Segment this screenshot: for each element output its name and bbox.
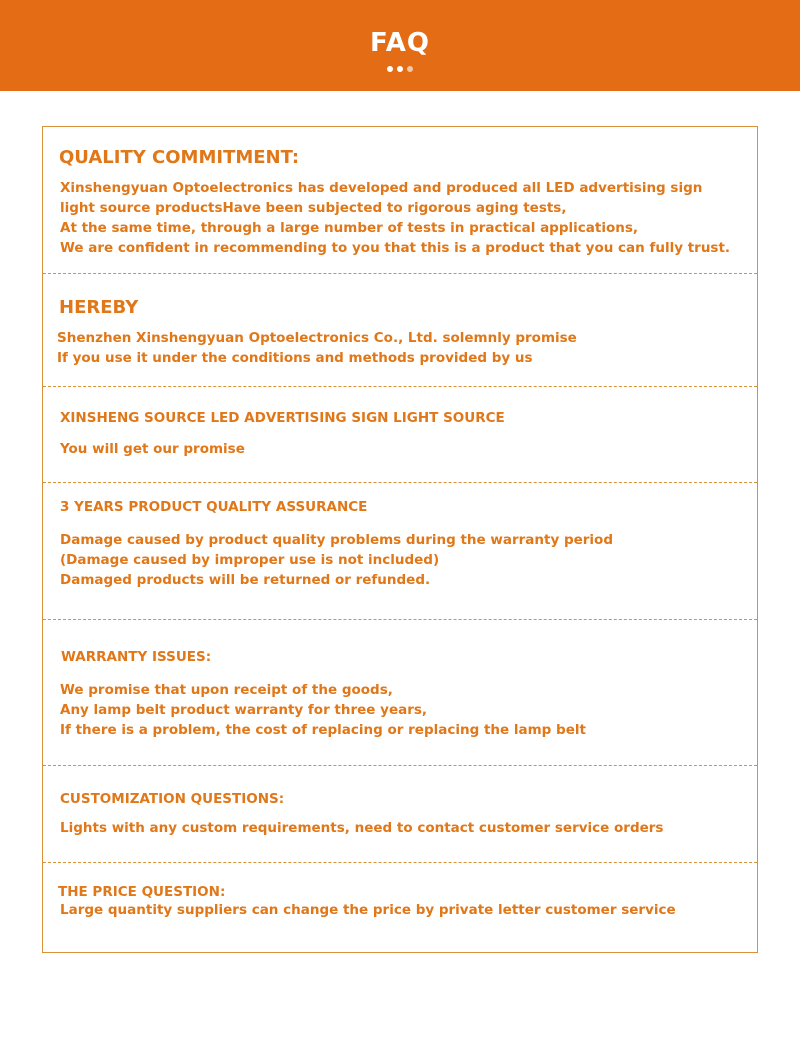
section-divider: [43, 386, 757, 387]
section-heading-quality-commitment: QUALITY COMMITMENT:: [59, 147, 300, 168]
title-dots-decoration: [0, 66, 800, 72]
section-body-hereby: [57, 328, 577, 368]
dot-icon: [397, 66, 403, 72]
section-body-led-light-source: [60, 439, 245, 459]
section-body-price-question: [60, 900, 676, 920]
body-line: light source productsHave been subjected to rigorous aging tests,: [60, 200, 567, 216]
section-body-warranty-issues: [60, 680, 586, 740]
body-line: You will get our promise: [60, 441, 245, 457]
body-line: (Damage caused by improper use is not included): [60, 552, 440, 568]
section-heading-price-question: THE PRICE QUESTION:: [58, 884, 226, 900]
section-divider: [43, 482, 757, 483]
body-line: At the same time, through a large number of tests in practical applications,: [60, 220, 639, 236]
section-body-quality-assurance: [60, 530, 613, 590]
section-divider: [43, 273, 757, 274]
section-heading-quality-assurance: 3 YEARS PRODUCT QUALITY ASSURANCE: [60, 499, 368, 515]
body-line: Large quantity suppliers can change the price by private letter customer service: [60, 902, 676, 918]
faq-header-banner: [0, 0, 800, 91]
section-heading-warranty-issues: WARRANTY ISSUES:: [61, 649, 212, 665]
body-line: We are confident in recommending to you that this is a product that you can fully trust.: [60, 240, 731, 256]
body-line: We promise that upon receipt of the goods,: [60, 682, 393, 698]
dot-icon: [387, 66, 393, 72]
body-line: Damaged products will be returned or refunded.: [60, 572, 431, 588]
section-heading-hereby: HEREBY: [59, 297, 139, 318]
section-divider: [43, 619, 757, 620]
body-line: Lights with any custom requirements, need to contact customer service orders: [60, 820, 664, 836]
section-divider: [43, 862, 757, 863]
body-line: Xinshengyuan Optoelectronics has developed and produced all LED advertising sign: [60, 180, 703, 196]
dot-icon: [407, 66, 413, 72]
section-heading-led-light-source: XINSHENG SOURCE LED ADVERTISING SIGN LIGHT SOURCE: [60, 410, 505, 426]
body-line: If there is a problem, the cost of replacing or replacing the lamp belt: [60, 722, 586, 738]
body-line: Damage caused by product quality problems during the warranty period: [60, 532, 613, 548]
faq-box: [42, 126, 758, 953]
section-body-customization: [60, 818, 663, 838]
section-heading-customization: CUSTOMIZATION QUESTIONS:: [60, 791, 285, 807]
section-divider: [43, 765, 757, 766]
section-body-quality-commitment: [60, 178, 730, 258]
body-line: If you use it under the conditions and methods provided by us: [57, 350, 533, 366]
body-line: Shenzhen Xinshengyuan Optoelectronics Co., Ltd. solemnly promise: [57, 330, 577, 346]
body-line: Any lamp belt product warranty for three years,: [60, 702, 428, 718]
page-title: FAQ: [369, 28, 430, 58]
